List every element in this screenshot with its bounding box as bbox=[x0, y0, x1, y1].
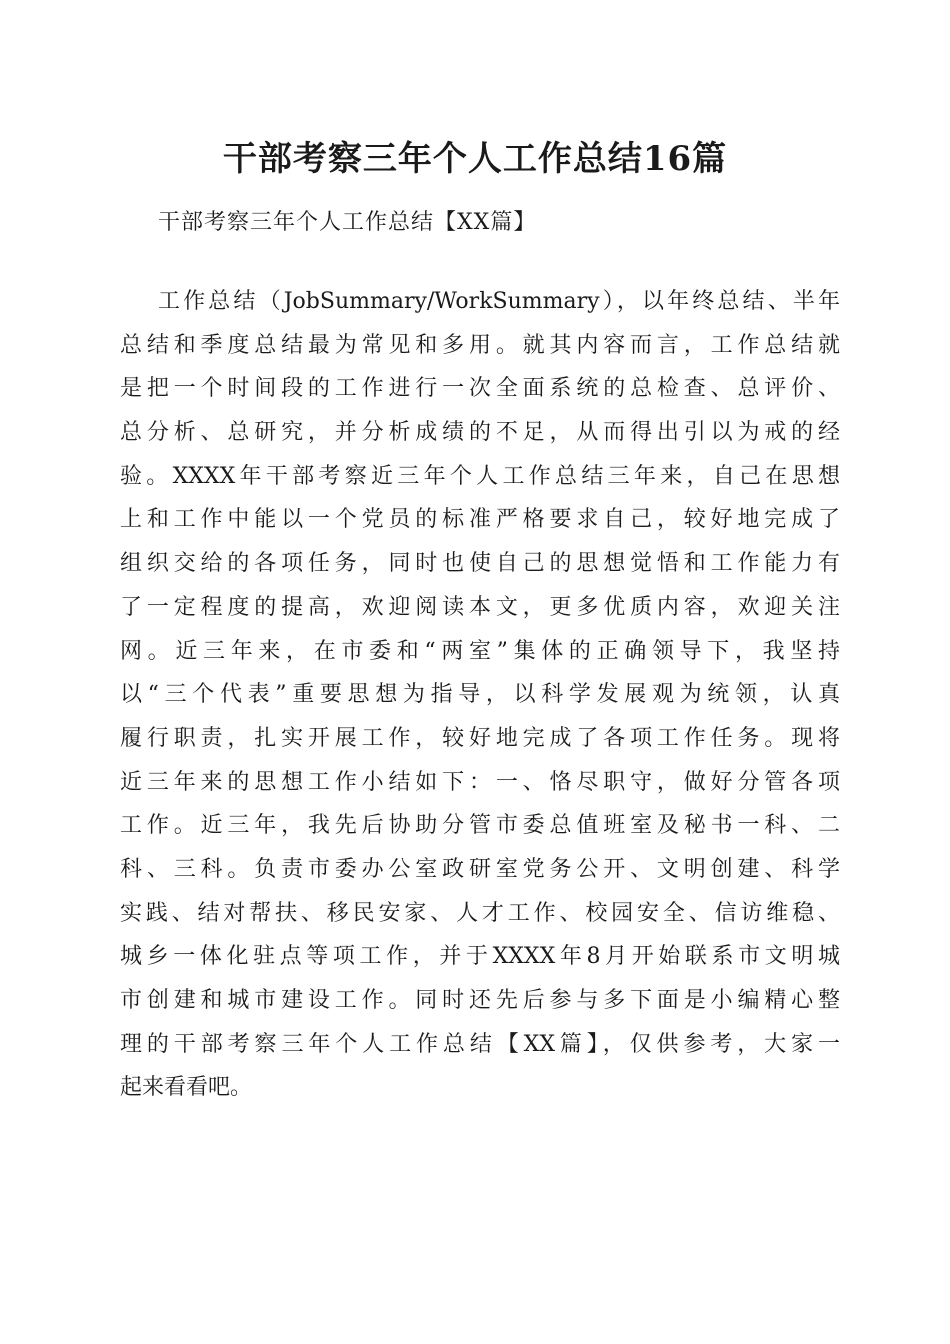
body-line: 总分析、总研究，并分析成绩的不足，从而得出引以为戒的经 bbox=[120, 420, 840, 446]
body-line: 网。近三年来，在市委和“两室”集体的正确领导下，我坚持 bbox=[120, 638, 840, 664]
body-line: 实践、结对帮扶、移民安家、人才工作、校园安全、信访维稳、 bbox=[120, 900, 840, 926]
document-subtitle: 干部考察三年个人工作总结【XX篇】 bbox=[158, 210, 537, 235]
document-title: 干部考察三年个人工作总结16篇 bbox=[222, 139, 728, 179]
body-line: 近三年来的思想工作小结如下：一、恪尽职守，做好分管各项 bbox=[120, 769, 840, 795]
body-line: 以“三个代表”重要思想为指导，以科学发展观为统领，认真 bbox=[120, 682, 840, 708]
body-line: 工作总结（JobSummary/WorkSummary），以年终总结、半年 bbox=[158, 289, 840, 314]
body-line: 起来看看吧。 bbox=[120, 1075, 253, 1101]
body-line: 上和工作中能以一个党员的标准严格要求自己，较好地完成了 bbox=[120, 507, 840, 533]
body-line: 履行职责，扎实开展工作，较好地完成了各项工作任务。现将 bbox=[120, 725, 840, 751]
body-line: 组织交给的各项任务，同时也使自己的思想觉悟和工作能力有 bbox=[120, 551, 840, 577]
body-line: 了一定程度的提高，欢迎阅读本文，更多优质内容，欢迎关注 bbox=[120, 594, 840, 620]
body-line: 验。XXXX年干部考察近三年个人工作总结三年来，自己在思想 bbox=[120, 463, 840, 489]
body-line: 总结和季度总结最为常见和多用。就其内容而言，工作总结就 bbox=[120, 332, 840, 358]
body-line: 城乡一体化驻点等项工作，并于XXXX年8月开始联系市文明城 bbox=[120, 944, 840, 970]
body-line: 工作。近三年，我先后协助分管市委总值班室及秘书一科、二 bbox=[120, 813, 840, 839]
body-line: 市创建和城市建设工作。同时还先后参与多下面是小编精心整 bbox=[120, 988, 840, 1013]
body-line: 科、三科。负责市委办公室政研室党务公开、文明创建、科学 bbox=[120, 856, 840, 882]
body-line: 理的干部考察三年个人工作总结【XX篇】，仅供参考，大家一 bbox=[120, 1031, 840, 1057]
body-line: 是把一个时间段的工作进行一次全面系统的总检查、总评价、 bbox=[120, 376, 840, 402]
document-body bbox=[120, 280, 840, 1110]
